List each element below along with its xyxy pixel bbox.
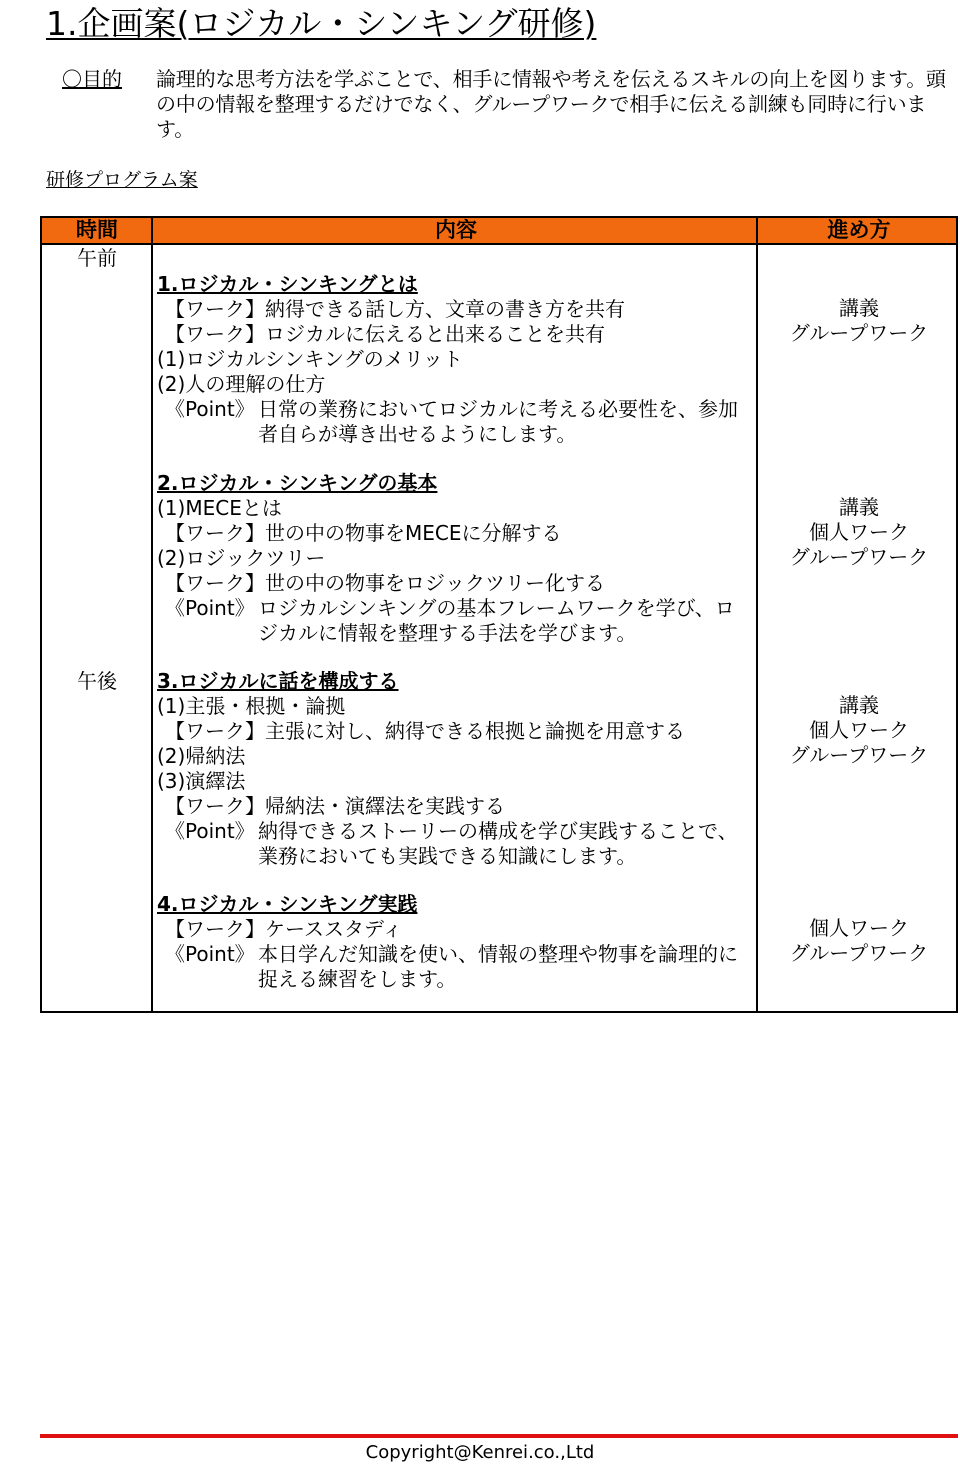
section-line: (2)帰納法 [157, 744, 246, 768]
point-row [157, 596, 757, 646]
page-title: 1.企画案(ロジカル・シンキング研修) [46, 4, 597, 43]
section-line: 【ワーク】ケーススタディ [165, 917, 403, 941]
section-line: 【ワーク】世の中の物事をMECEに分解する [165, 521, 562, 545]
method-item: グループワーク [789, 321, 929, 345]
header-time: 時間 [76, 218, 118, 242]
purpose-label: 〇目的 [62, 67, 122, 91]
section-4 [157, 892, 757, 992]
header-method: 進め方 [827, 218, 891, 242]
point-text: 本日学んだ知識を使い、情報の整理や物事を論理的に捉える練習をします。 [258, 942, 738, 991]
method-item: 講義 [839, 495, 879, 519]
section-1 [157, 272, 757, 447]
method-item: 個人ワーク [809, 718, 909, 742]
footer-divider [40, 1434, 958, 1438]
table-header [42, 218, 956, 245]
method-item: グループワーク [789, 545, 929, 569]
section-title: 1.ロジカル・シンキングとは [157, 272, 418, 296]
method-cell [760, 296, 958, 346]
point-label: 《Point》 [165, 819, 255, 843]
method-item: グループワーク [789, 941, 929, 965]
method-item: 講義 [839, 296, 879, 320]
time-morning: 午前 [77, 246, 117, 270]
purpose-text: 論理的な思考方法を学ぶことで、相手に情報や考えを伝えるスキルの向上を図ります。頭の中の情報を整理するだけでなく、グループワークで相手に伝える訓練も同時に行います。 [156, 67, 946, 141]
point-text: 納得できるストーリーの構成を学び実践することで、業務においても実践できる知識にします。 [258, 819, 738, 868]
section-line: (1)MECEとは [157, 496, 282, 520]
header-content: 内容 [435, 218, 477, 242]
section-2 [157, 471, 757, 646]
section-line: 【ワーク】ロジカルに伝えると出来ることを共有 [165, 322, 605, 346]
method-cell [760, 916, 958, 966]
method-item: 講義 [839, 693, 879, 717]
point-label: 《Point》 [165, 942, 255, 966]
section-line: (2)ロジックツリー [157, 546, 326, 570]
section-line: (2)人の理解の仕方 [157, 372, 326, 396]
section-line: 【ワーク】納得できる話し方、文章の書き方を共有 [165, 297, 625, 321]
time-afternoon: 午後 [77, 669, 117, 693]
column-divider [151, 218, 153, 1011]
point-label: 《Point》 [165, 397, 255, 421]
method-item: グループワーク [789, 743, 929, 767]
point-row [157, 397, 757, 447]
point-label: 《Point》 [165, 596, 255, 620]
method-item: 個人ワーク [809, 520, 909, 544]
method-cell [760, 495, 958, 570]
section-line: (1)ロジカルシンキングのメリット [157, 347, 463, 371]
point-text: 日常の業務においてロジカルに考える必要性を、参加者自らが導き出せるようにします。 [258, 397, 738, 446]
section-title: 2.ロジカル・シンキングの基本 [157, 471, 438, 495]
section-line: 【ワーク】帰納法・演繹法を実践する [165, 794, 505, 818]
point-row [157, 819, 757, 869]
section-3 [157, 669, 757, 869]
method-item: 個人ワーク [809, 916, 909, 940]
section-title: 3.ロジカルに話を構成する [157, 669, 399, 693]
section-line: 【ワーク】主張に対し、納得できる根拠と論拠を用意する [165, 719, 685, 743]
method-cell [760, 693, 958, 768]
program-table [40, 216, 958, 1013]
section-line: (1)主張・根拠・論拠 [157, 694, 346, 718]
section-title: 4.ロジカル・シンキング実践 [157, 892, 418, 916]
point-row [157, 942, 757, 992]
copyright-text: Copyright@Kenrei.co.,Ltd [365, 1442, 595, 1463]
point-text: ロジカルシンキングの基本フレームワークを学び、ロジカルに情報を整理する手法を学びます。 [258, 596, 735, 645]
section-line: 【ワーク】世の中の物事をロジックツリー化する [165, 571, 605, 595]
program-label: 研修プログラム案 [46, 169, 198, 191]
section-line: (3)演繹法 [157, 769, 246, 793]
